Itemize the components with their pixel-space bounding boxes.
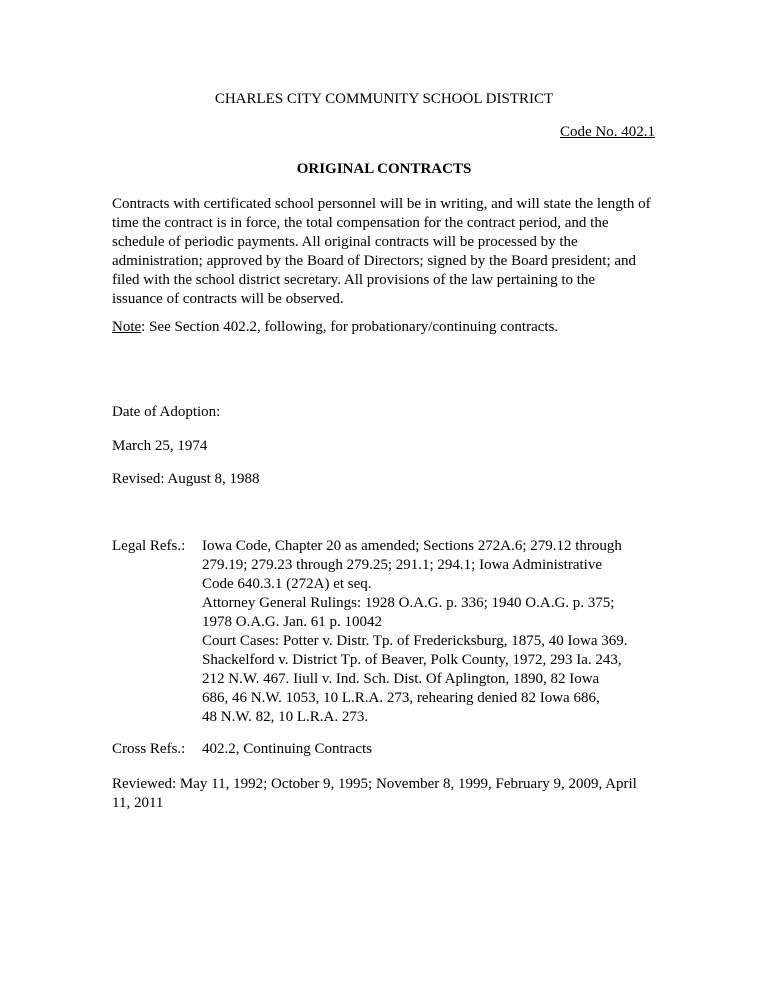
policy-line: schedule of periodic payments. All original contracts will be processed by the bbox=[112, 234, 578, 250]
cross-refs-label: Cross Refs.: bbox=[112, 741, 186, 757]
adoption-date: March 25, 1974 bbox=[112, 438, 208, 454]
district-name: CHARLES CITY COMMUNITY SCHOOL DISTRICT bbox=[214, 91, 554, 107]
code-number: Code No. 402.1 bbox=[560, 124, 655, 140]
note-label: Note bbox=[112, 319, 142, 335]
legal-ref-line: Court Cases: Potter v. Distr. Tp. of Fredericksburg, 1875, 40 Iowa 369. bbox=[202, 633, 628, 649]
revised-date: Revised: August 8, 1988 bbox=[112, 471, 260, 487]
cross-refs bbox=[112, 740, 672, 759]
policy-line: time the contract is in force, the total compensation for the contract period, and the bbox=[112, 215, 609, 231]
legal-ref-line: 279.19; 279.23 through 279.25; 291.1; 294.1; Iowa Administrative bbox=[202, 557, 602, 573]
policy-paragraph bbox=[112, 195, 672, 309]
reviewed-line: Reviewed: May 11, 1992; October 9, 1995; November 8, 1999, February 9, 2009, April bbox=[112, 776, 637, 792]
legal-ref-line: 48 N.W. 82, 10 L.R.A. 273. bbox=[202, 709, 369, 725]
legal-ref-line: Iowa Code, Chapter 20 as amended; Sections 272A.6; 279.12 through bbox=[202, 538, 622, 554]
legal-refs-body bbox=[202, 537, 672, 727]
legal-ref-line: 212 N.W. 467. Iiull v. Ind. Sch. Dist. Of Aplington, 1890, 82 Iowa bbox=[202, 671, 600, 687]
policy-line: administration; approved by the Board of Directors; signed by the Board president; and bbox=[112, 253, 637, 269]
policy-title: ORIGINAL CONTRACTS bbox=[296, 161, 472, 177]
legal-ref-line: Code 640.3.1 (272A) et seq. bbox=[202, 576, 372, 592]
policy-line: filed with the school district secretary. All provisions of the law pertaining to the bbox=[112, 272, 596, 288]
adoption-label: Date of Adoption: bbox=[112, 404, 221, 420]
reviewed-dates bbox=[112, 775, 692, 813]
legal-refs bbox=[112, 537, 672, 727]
policy-line: Contracts with certificated school personnel will be in writing, and will state the length of bbox=[112, 196, 651, 212]
legal-ref-line: Attorney General Rulings: 1928 O.A.G. p. 336; 1940 O.A.G. p. 375; bbox=[202, 595, 615, 611]
cross-refs-text: 402.2, Continuing Contracts bbox=[202, 741, 372, 757]
reviewed-line: 11, 2011 bbox=[112, 795, 164, 811]
policy-line: issuance of contracts will be observed. bbox=[112, 291, 344, 307]
legal-ref-line: 686, 46 N.W. 1053, 10 L.R.A. 273, rehearing denied 82 Iowa 686, bbox=[202, 690, 600, 706]
note-line bbox=[112, 318, 672, 337]
legal-ref-line: Shackelford v. District Tp. of Beaver, Polk County, 1972, 293 Ia. 243, bbox=[202, 652, 622, 668]
legal-ref-line: 1978 O.A.G. Jan. 61 p. 10042 bbox=[202, 614, 382, 630]
legal-refs-label: Legal Refs.: bbox=[112, 538, 186, 554]
note-text: : See Section 402.2, following, for probationary/continuing contracts. bbox=[141, 319, 559, 335]
